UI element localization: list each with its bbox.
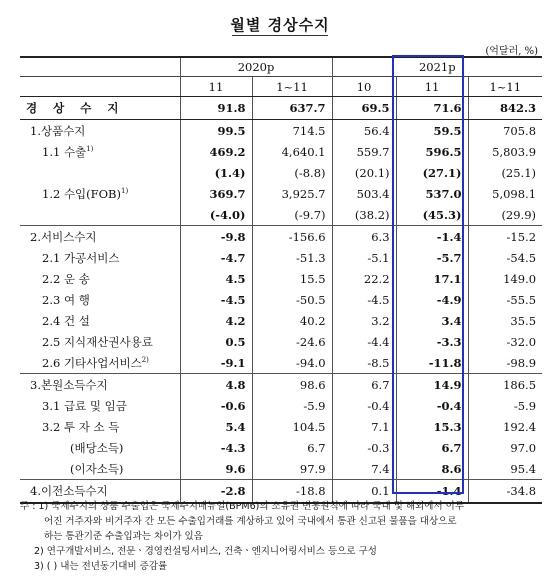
row-label-text: (배당소득) [70,440,124,455]
cell-value: 369.7 [180,183,252,204]
cell-value: (25.1) [468,162,542,183]
row-label-text: 2.3 여 행 [42,292,90,307]
footnote-1-cont: 어진 거주자와 비거주자 간 모든 수출입거래를 계상하고 있어 국내에서 통관 신고된 물품을 대상으로 [44,516,457,527]
row-label-text: 2.4 건 설 [42,313,90,328]
cell-value: (1.4) [180,162,252,183]
cell-value: -94.0 [252,352,332,374]
table-row [20,247,542,268]
header-col-2021-10: 10 [332,77,396,97]
row-label [20,226,180,248]
cell-value: -24.6 [252,331,332,352]
cell-value: 842.3 [468,97,542,120]
cell-value: 104.5 [252,416,332,437]
cell-value: -5.7 [396,247,468,268]
table-row [20,416,542,437]
cell-value: -4.5 [332,289,396,310]
cell-value: 3.4 [396,310,468,331]
row-label-text: 3.1 급료 및 임금 [42,398,127,413]
row-label-text: 경 상 수 지 [26,101,125,115]
cell-value: -3.3 [396,331,468,352]
row-label [20,183,180,204]
cell-value: 186.5 [468,374,542,396]
cell-value: -1.4 [396,480,468,504]
cell-value: 95.4 [468,458,542,480]
row-label [20,395,180,416]
cell-value: 5,803.9 [468,141,542,162]
table-row [20,331,542,352]
cell-value: 4.2 [180,310,252,331]
cell-value: 40.2 [252,310,332,331]
header-blank [20,57,180,77]
row-label [20,416,180,437]
header-row-years [20,57,542,77]
cell-value: 91.8 [180,97,252,120]
table-row [20,120,542,142]
row-label [20,352,180,374]
cell-value: 3,925.7 [252,183,332,204]
table-row [20,204,542,226]
cell-value: 14.9 [396,374,468,396]
row-label [20,204,180,226]
row-label-text: 2.서비스수지 [30,229,97,244]
footnote-1: 주 : 1) 국제수지의 상품 수출입은 국제수지매뉴얼(BPM6)의 소유권 변동원칙에 따라 국내 및 해외에서 이루 [20,501,465,512]
cell-value: (29.9) [468,204,542,226]
table-row [20,437,542,458]
row-label [20,162,180,183]
row-label-text: 2.1 가공서비스 [42,250,120,265]
header-blank-2 [20,77,180,97]
header-col-2021-1-11: 1~11 [468,77,542,97]
cell-value: -55.5 [468,289,542,310]
cell-value: 6.3 [332,226,396,248]
title-underline [232,35,328,36]
row-label [20,141,180,162]
cell-value: -0.4 [332,395,396,416]
current-account-table [20,56,542,504]
cell-value: (27.1) [396,162,468,183]
table-row [20,374,542,396]
row-label-text: 2.2 운 송 [42,271,90,286]
cell-value: -18.8 [252,480,332,504]
cell-value: 4.8 [180,374,252,396]
cell-value: -15.2 [468,226,542,248]
row-label-text: (이자소득) [70,461,124,476]
table-row [20,352,542,374]
cell-value: (20.1) [332,162,396,183]
cell-value: -9.1 [180,352,252,374]
cell-value: 4.5 [180,268,252,289]
cell-value: 56.4 [332,120,396,142]
row-label-text: 4.이전소득수지 [30,484,108,498]
cell-value: 71.6 [396,97,468,120]
cell-value: 6.7 [332,374,396,396]
cell-value: 6.7 [396,437,468,458]
footnote-3: 3) ( ) 내는 전년동기대비 증감률 [34,561,168,572]
cell-value: 596.5 [396,141,468,162]
cell-value: 8.6 [396,458,468,480]
cell-value: -8.5 [332,352,396,374]
header-col-2020-1-11: 1~11 [252,77,332,97]
page-title: 월별 경상수지 [230,16,330,34]
cell-value: 0.5 [180,331,252,352]
row-label [20,268,180,289]
cell-value: 5,098.1 [468,183,542,204]
cell-value: -5.1 [332,247,396,268]
cell-value: 7.4 [332,458,396,480]
row-label-text: 3.2 투 자 소 득 [42,419,120,434]
cell-value: 5.4 [180,416,252,437]
cell-value: -32.0 [468,331,542,352]
cell-value: -50.5 [252,289,332,310]
row-label-text: 2.5 지식재산권사용료 [42,334,153,349]
cell-value: 0.1 [332,480,396,504]
cell-value: 7.1 [332,416,396,437]
cell-value: 705.8 [468,120,542,142]
cell-value: 22.2 [332,268,396,289]
row-label-text: 3.본원소득수지 [30,377,108,392]
table-row [20,458,542,480]
cell-value: -34.8 [468,480,542,504]
row-label [20,97,180,120]
cell-value: 149.0 [468,268,542,289]
row-label [20,458,180,480]
cell-value: (-9.7) [252,204,332,226]
row-label [20,120,180,142]
cell-value: -9.8 [180,226,252,248]
cell-value: 59.5 [396,120,468,142]
cell-value: 6.7 [252,437,332,458]
cell-value: 97.0 [468,437,542,458]
cell-value: -2.8 [180,480,252,504]
table-row [20,289,542,310]
cell-value: 17.1 [396,268,468,289]
cell-value: -11.8 [396,352,468,374]
table-row [20,310,542,331]
header-col-2021-11: 11 [396,77,468,97]
cell-value: -98.9 [468,352,542,374]
cell-value: 15.3 [396,416,468,437]
cell-value: -0.6 [180,395,252,416]
table-row [20,268,542,289]
cell-value: (-4.0) [180,204,252,226]
row-label [20,289,180,310]
cell-value: 4,640.1 [252,141,332,162]
cell-value: 637.7 [252,97,332,120]
cell-value: -4.9 [396,289,468,310]
row-label-text: 1.1 수출 [42,144,87,159]
row-label-text: 2.6 기타사업서비스 [42,355,142,370]
cell-value: -5.9 [468,395,542,416]
row-label [20,247,180,268]
cell-value: 97.9 [252,458,332,480]
cell-value: (-8.8) [252,162,332,183]
row-label [20,374,180,396]
row-label-text: 1.2 수입(FOB) [42,186,121,201]
cell-value: 15.5 [252,268,332,289]
table-row [20,97,542,120]
header-year-2020: 2020p [180,57,332,77]
cell-value: -54.5 [468,247,542,268]
cell-value: 192.4 [468,416,542,437]
cell-value: -51.3 [252,247,332,268]
header-row-months [20,77,542,97]
cell-value: 714.5 [252,120,332,142]
row-label-text: 1.상품수지 [30,123,86,138]
table-row [20,226,542,248]
cell-value: -1.4 [396,226,468,248]
footnotes [20,499,550,574]
cell-value: 35.5 [468,310,542,331]
cell-value: -4.4 [332,331,396,352]
header-year-2021: 2021p [332,57,542,77]
cell-value: 98.6 [252,374,332,396]
cell-value: -0.3 [332,437,396,458]
table-row [20,141,542,162]
row-label [20,331,180,352]
cell-value: 559.7 [332,141,396,162]
cell-value: 3.2 [332,310,396,331]
footnote-marker: 2) [141,355,149,364]
row-label [20,310,180,331]
cell-value: -156.6 [252,226,332,248]
table-row [20,395,542,416]
cell-value: 503.4 [332,183,396,204]
footnote-2: 2) 연구개발서비스, 전문ㆍ경영컨설팅서비스, 건축ㆍ엔지니어링서비스 등으로 구성 [34,546,377,557]
cell-value: (45.3) [396,204,468,226]
footnote-1-cont2: 하는 통관기준 수출입과는 차이가 있음 [44,531,203,542]
cell-value: -4.3 [180,437,252,458]
row-label [20,437,180,458]
unit-label: (억달러, %) [485,46,538,57]
cell-value: 69.5 [332,97,396,120]
header-col-2020-11: 11 [180,77,252,97]
cell-value: 99.5 [180,120,252,142]
cell-value: 469.2 [180,141,252,162]
table-row [20,162,542,183]
cell-value: 537.0 [396,183,468,204]
footnote-marker: 1) [121,186,129,195]
cell-value: 9.6 [180,458,252,480]
cell-value: -0.4 [396,395,468,416]
cell-value: -4.7 [180,247,252,268]
cell-value: -4.5 [180,289,252,310]
footnote-marker: 1) [86,144,94,153]
cell-value: -5.9 [252,395,332,416]
table-row [20,183,542,204]
cell-value: (38.2) [332,204,396,226]
